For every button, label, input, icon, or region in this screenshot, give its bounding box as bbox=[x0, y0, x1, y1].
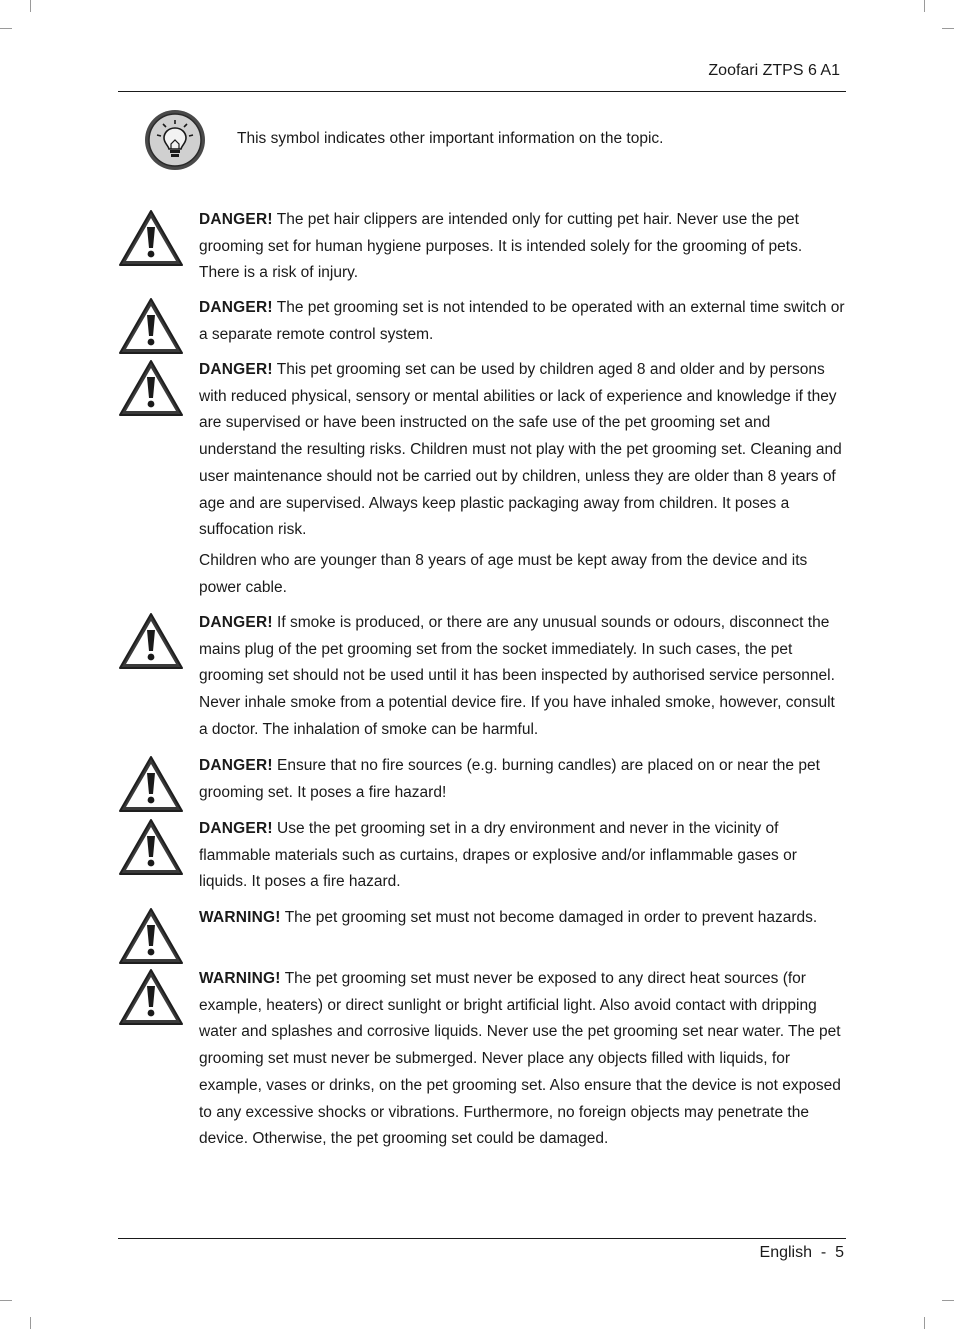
warning-triangle-icon bbox=[118, 907, 184, 965]
entry-extra-text: Children who are younger than 8 years of age must be kept away from the device and its power cable. bbox=[199, 551, 808, 596]
lightbulb-icon bbox=[143, 108, 207, 172]
crop-mark bbox=[924, 0, 925, 12]
entry-body: Use the pet grooming set in a dry environment and never in the vicinity of flammable materials such as curtains, drapes or explosive and/or inflammable gases or liquids. It poses a fire hazard. bbox=[199, 820, 797, 891]
entry-label: DANGER! bbox=[199, 614, 273, 631]
entry-text bbox=[199, 966, 846, 1153]
crop-mark bbox=[924, 1317, 925, 1329]
crop-mark bbox=[942, 1300, 954, 1301]
entry-text bbox=[199, 816, 846, 896]
crop-mark bbox=[0, 1300, 12, 1301]
safety-entry bbox=[118, 816, 846, 896]
entry-label: DANGER! bbox=[199, 757, 273, 774]
entry-body: This pet grooming set can be used by children aged 8 and older and by persons with reduced physical, sensory or mental abilities or lack of experience and knowledge if they are supervised or have been instructed on the safe use of the pet grooming set and understand the resulting risks. Children must not play with the pet grooming set. Cleaning and user maintenance should not be carried out by children, unless they are older than 8 years of age and are supervised. Always keep plastic packaging away from children. It poses a suffocation risk. bbox=[199, 361, 842, 539]
entry-label: WARNING! bbox=[199, 970, 281, 987]
entry-body: The pet hair clippers are intended only for cutting pet hair. Never use the pet grooming set for human hygiene purposes. It is intended solely for the grooming of pets. There is a risk of injury. bbox=[199, 211, 803, 282]
safety-entry bbox=[118, 610, 846, 744]
safety-entry bbox=[118, 357, 846, 601]
entry-body: If smoke is produced, or there are any unusual sounds or odours, disconnect the mains plug of the pet grooming set from the socket immediately. In such cases, the pet grooming set should not be used until it has been inspected by authorised service personnel. Never inhale smoke from a potential device fire. If you have inhaled smoke, however, consult a doctor. The inhalation of smoke can be harmful. bbox=[199, 614, 835, 738]
entry-text bbox=[199, 207, 846, 287]
warning-triangle-icon bbox=[118, 818, 184, 876]
safety-entry bbox=[118, 905, 846, 932]
safety-entry bbox=[118, 295, 846, 348]
safety-entry bbox=[118, 753, 846, 806]
entry-label: DANGER! bbox=[199, 820, 273, 837]
crop-mark bbox=[30, 0, 31, 12]
page-header-title: Zoofari ZTPS 6 A1 bbox=[708, 62, 840, 79]
entry-label: WARNING! bbox=[199, 909, 281, 926]
entry-body: The pet grooming set must never be exposed to any direct heat sources (for example, heaters) or direct sunlight or bright artificial light. Also avoid contact with dripping water and splashes and corrosive liquids. Never use the pet grooming set near water. The pet grooming set must never be submerged. Never place any objects filled with liquids, for example, vases or drinks, on the pet grooming set. Also ensure that the device is not exposed to any excessive shocks or vibrations. Furthermore, no foreign objects may penetrate the device. Otherwise, the pet grooming set could be damaged. bbox=[199, 970, 841, 1148]
warning-triangle-icon bbox=[118, 209, 184, 267]
footer-rule bbox=[118, 1238, 846, 1239]
entry-text bbox=[199, 610, 846, 744]
info-text: This symbol indicates other important information on the topic. bbox=[237, 130, 664, 147]
entry-body: The pet grooming set must not become damaged in order to prevent hazards. bbox=[284, 909, 818, 926]
entry-label: DANGER! bbox=[199, 361, 273, 378]
entry-label: DANGER! bbox=[199, 299, 273, 316]
page-footer: English - 5 bbox=[759, 1244, 844, 1261]
warning-triangle-icon bbox=[118, 612, 184, 670]
header-rule bbox=[118, 91, 846, 92]
warning-triangle-icon bbox=[118, 755, 184, 813]
entry-label: DANGER! bbox=[199, 211, 273, 228]
entry-body: The pet grooming set is not intended to be operated with an external time switch or a separate remote control system. bbox=[199, 299, 845, 343]
entry-text bbox=[199, 295, 846, 348]
warning-triangle-icon bbox=[118, 297, 184, 355]
entry-text bbox=[199, 905, 846, 932]
crop-mark bbox=[942, 28, 954, 29]
entry-text bbox=[199, 753, 846, 806]
crop-mark bbox=[30, 1317, 31, 1329]
safety-entry bbox=[118, 966, 846, 1153]
safety-entry bbox=[118, 207, 846, 287]
entry-text bbox=[199, 357, 846, 544]
crop-mark bbox=[0, 28, 12, 29]
warning-triangle-icon bbox=[118, 359, 184, 417]
warning-triangle-icon bbox=[118, 968, 184, 1026]
entry-body: Ensure that no fire sources (e.g. burning candles) are placed on or near the pet grooming set. It poses a fire hazard! bbox=[199, 757, 820, 801]
